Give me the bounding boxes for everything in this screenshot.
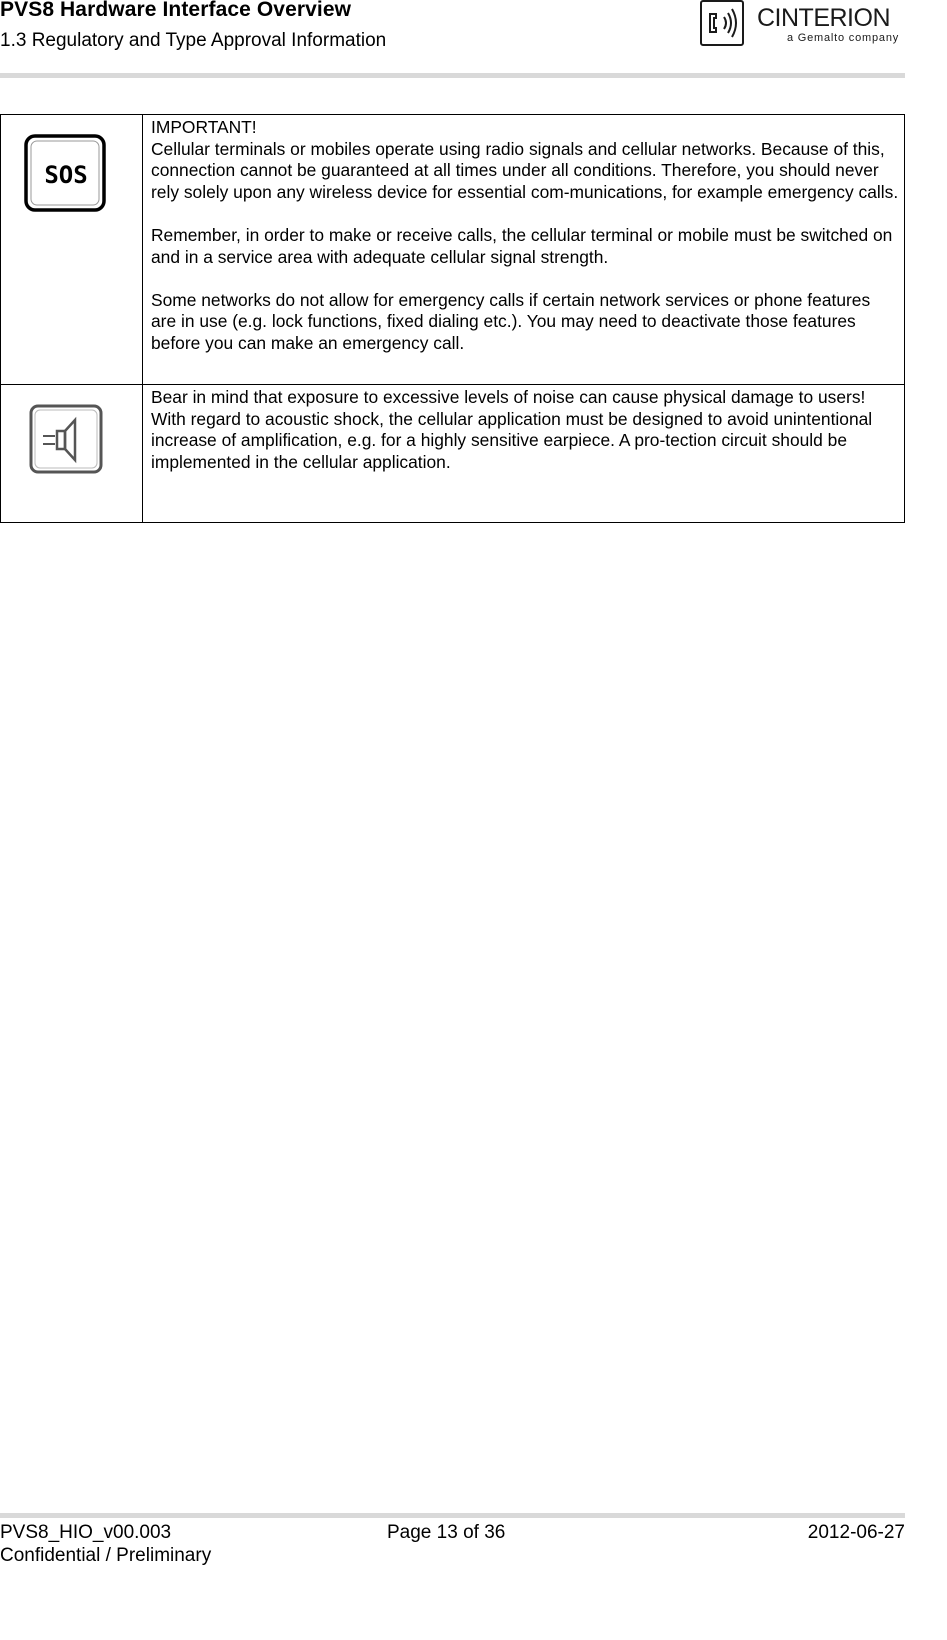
important-note-text xyxy=(143,115,905,385)
footer-divider xyxy=(0,1513,905,1518)
sos-icon xyxy=(23,133,109,215)
svg-text:SOS: SOS xyxy=(44,161,88,189)
footer-doc-id: PVS8_HIO_v00.003 xyxy=(0,1522,172,1543)
safety-notes-table xyxy=(0,114,905,523)
logo-signal-icon xyxy=(700,0,744,46)
section-subtitle: 1.3 Regulatory and Type Approval Information xyxy=(0,30,387,51)
footer-classification: Confidential / Preliminary xyxy=(0,1545,212,1566)
cinterion-logo xyxy=(697,0,907,52)
note-paragraph: Bear in mind that exposure to excessive levels of noise can cause physical damage to users! With regard to acoustic shock, the cellular application must be designed to avoid unintentional increase of amplification, e.g. for a highly sensitive earpiece. A pro-tection circuit should be implemented in the cellular application. xyxy=(151,387,873,472)
footer-page-number: Page 13 of 36 xyxy=(387,1522,506,1543)
logo-name: CINTERION xyxy=(757,4,890,32)
acoustic-shock-note-text xyxy=(143,385,905,523)
logo-tagline: a Gemalto company xyxy=(787,32,900,44)
icon-cell xyxy=(1,115,143,385)
note-paragraph: Some networks do not allow for emergency calls if certain network services or phone features are in use (e.g. lock functions, fixed dialing etc.). You may need to deactivate those features before you can make an emergency call. xyxy=(151,289,871,353)
header-divider xyxy=(0,73,905,78)
table-row xyxy=(1,115,905,385)
document-title: PVS8 Hardware Interface Overview xyxy=(0,0,352,21)
table-row xyxy=(1,385,905,523)
footer-date: 2012-06-27 xyxy=(807,1522,905,1543)
note-paragraph: IMPORTANT! Cellular terminals or mobiles operate using radio signals and cellular networks. Because of this, connection cannot be guaranteed at all times under all conditions. Therefore, you should never rely solely upon any wireless device for essential com-munications, for example emergency calls. xyxy=(151,117,899,202)
note-paragraph: Remember, in order to make or receive calls, the cellular terminal or mobile must be switched on and in a service area with adequate cellular signal strength. xyxy=(151,224,893,267)
speaker-icon xyxy=(29,404,105,476)
icon-cell xyxy=(1,385,143,523)
